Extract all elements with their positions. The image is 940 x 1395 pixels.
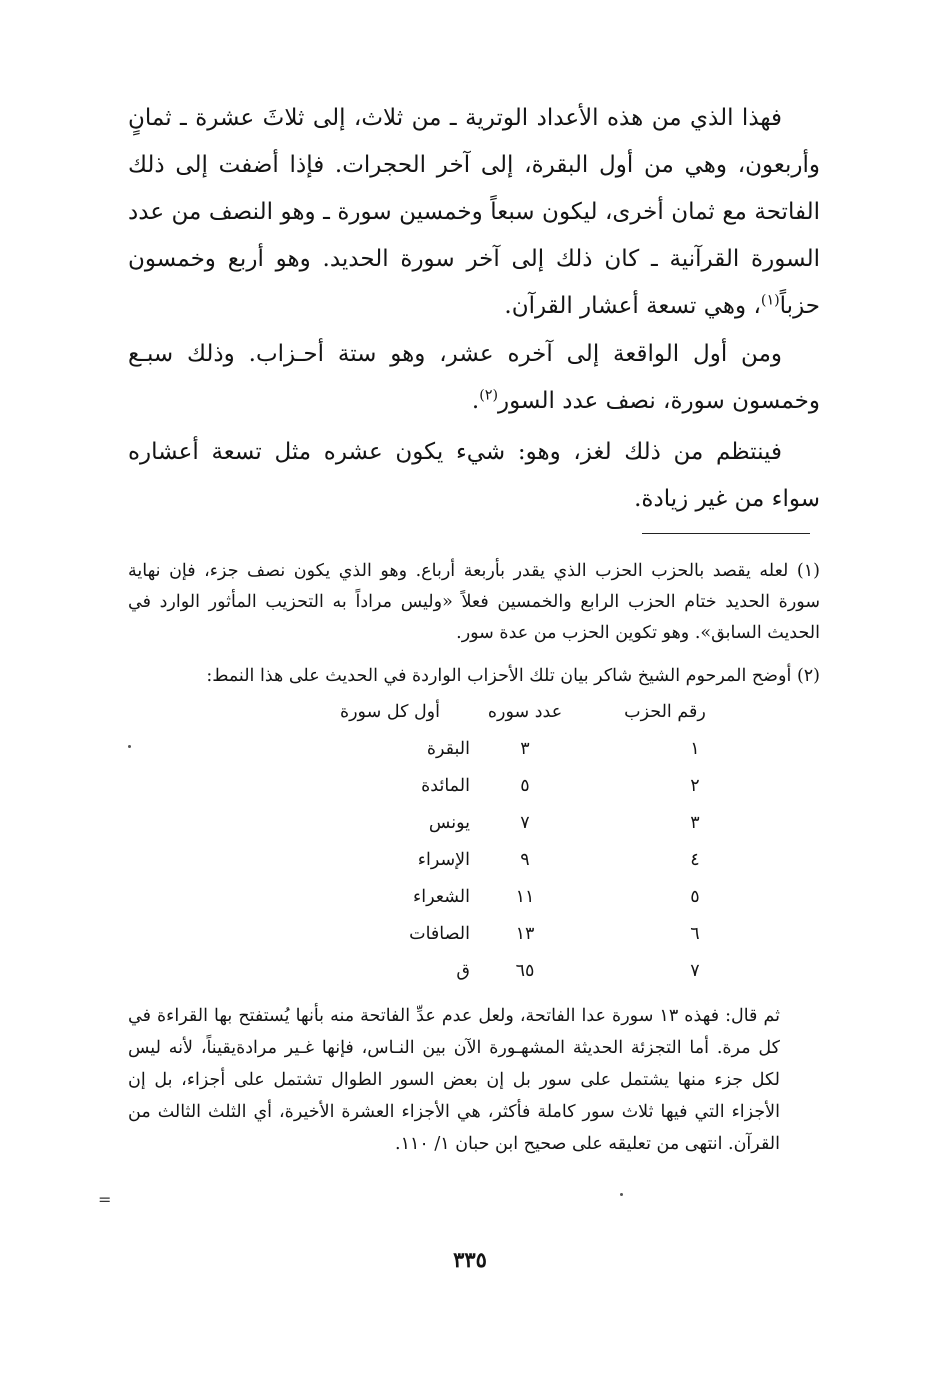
paragraph-2-text: ومن أول الواقعة إلى آخره عشر، وهو ستة أحـزاب. وذلك سبـع وخمسون سورة، نصف عدد السور [128,341,820,414]
page-number: ٣٣٥ [453,1247,487,1272]
hizb-table [270,702,730,998]
cell-hizb-number: ٢ [690,776,700,796]
body-paragraph-2 [128,331,820,425]
table-row [270,850,730,887]
cell-first-surah: الإسراء [417,850,470,870]
footnote-2-marker: (٢) [796,666,820,686]
header-first-surah: أول كل سورة [339,702,440,722]
cell-first-surah: الشعراء [413,887,470,907]
cell-first-surah: يونس [428,813,470,833]
footnote-2 [128,661,820,692]
cell-hizb-number: ٦ [690,924,700,944]
footnote-separator [642,533,810,534]
table-header-row [270,702,730,739]
footnote-2-continuation: ثم قال: فهذه ١٣ سورة عدا الفاتحة، ولعل عدم عدِّ الفاتحة منه بأنها يُستفتح بها القراءة في كل مرة. أما التجزئة الحديثة المشهـورة الآن بين النـاس، فإنها غـير مرادةيقيناً، لأنه ليس لكل جزء منها يشتمل على سور بل إن بعض السور الطوال تشتمل على أجزاء، بل إن الأجزاء التي فيها ثلاث سور كاملة فأكثر، هي الأجزاء العشرة الأخيرة، أي الثلث الثالث من القرآن. انتهى من تعليقه على صحيح ابن حبان ١/ ١١٠. [128,1006,780,1154]
footnote-ref-1[interactable]: (١) [760,292,780,309]
footnote-2-text: أوضح المرحوم الشيخ شاكر بيان تلك الأحزاب الواردة في الحديث على هذا النمط: [206,666,792,686]
scan-speck [128,745,131,748]
cell-surah-count: ٩ [520,850,530,870]
cell-surah-count: ١١ [515,887,535,907]
cell-surah-count: ٥ [520,776,530,796]
cell-surah-count: ١٣ [515,924,535,944]
footnote-ref-2[interactable]: (٢) [479,387,498,404]
table-row [270,961,730,998]
cell-first-surah: الصافات [409,924,470,944]
table-row [270,739,730,776]
footnote-1-text: لعله يقصد بالحزب الحزب الذي يقدر بأربعة أرباع. وهو الذي يكون نصف جزء، فإن نهاية سورة الحديد ختام الحزب الرابع والخمسين فعلاً «وليس مراداً به التحزيب المأثور الوارد في الحديث السابق». وهو تكوين الحزب من عدة سور. [128,561,820,643]
table-row [270,887,730,924]
header-surah-count: عدد سوره [487,702,563,722]
table-row [270,776,730,813]
cell-hizb-number: ٤ [690,850,700,870]
paragraph-1-text: فهذا الذي من هذه الأعداد الوترية ـ من ثلاث، إلى ثلاثَ عشرة ـ ثمانٍ وأربعون، وهي من أول البقرة، إلى آخر الحجرات. فإذا أضفت إلى ذلك الفاتحة مع ثمان أخرى، ليكون سبعاً وخمسين سورة ـ وهو النصف من عدد السورة القرآنية ـ كان ذلك إلى آخر سورة الحديد. وهو أربع وخمسون حزباً [128,105,820,319]
cell-first-surah: المائدة [421,776,470,796]
table-row [270,813,730,850]
footnote-1-marker: (١) [796,561,820,581]
body-paragraph-1 [128,95,820,330]
scan-speck [620,1193,623,1196]
cell-first-surah: ق [456,961,470,981]
cell-surah-count: ٧ [520,813,530,833]
paragraph-1-end: ، وهي تسعة أعشار القرآن. [504,293,761,319]
cell-hizb-number: ٧ [690,961,700,981]
cell-hizb-number: ١ [690,739,700,759]
cell-first-surah: البقرة [426,739,470,759]
cell-hizb-number: ٣ [690,813,700,833]
header-hizb-number: رقم الحزب [624,702,706,722]
cell-surah-count: ٦٥ [515,961,535,981]
paragraph-2-end: . [471,388,480,414]
table-row [270,924,730,961]
body-paragraph-3: فينتظم من ذلك لغز، وهو: شيء يكون عشره مثل تسعة أعشاره سواء من غير زيادة. [128,439,820,512]
cell-surah-count: ٣ [520,739,530,759]
cell-hizb-number: ٥ [690,887,700,907]
continuation-mark: = [98,1190,112,1209]
footnote-1 [128,556,820,649]
